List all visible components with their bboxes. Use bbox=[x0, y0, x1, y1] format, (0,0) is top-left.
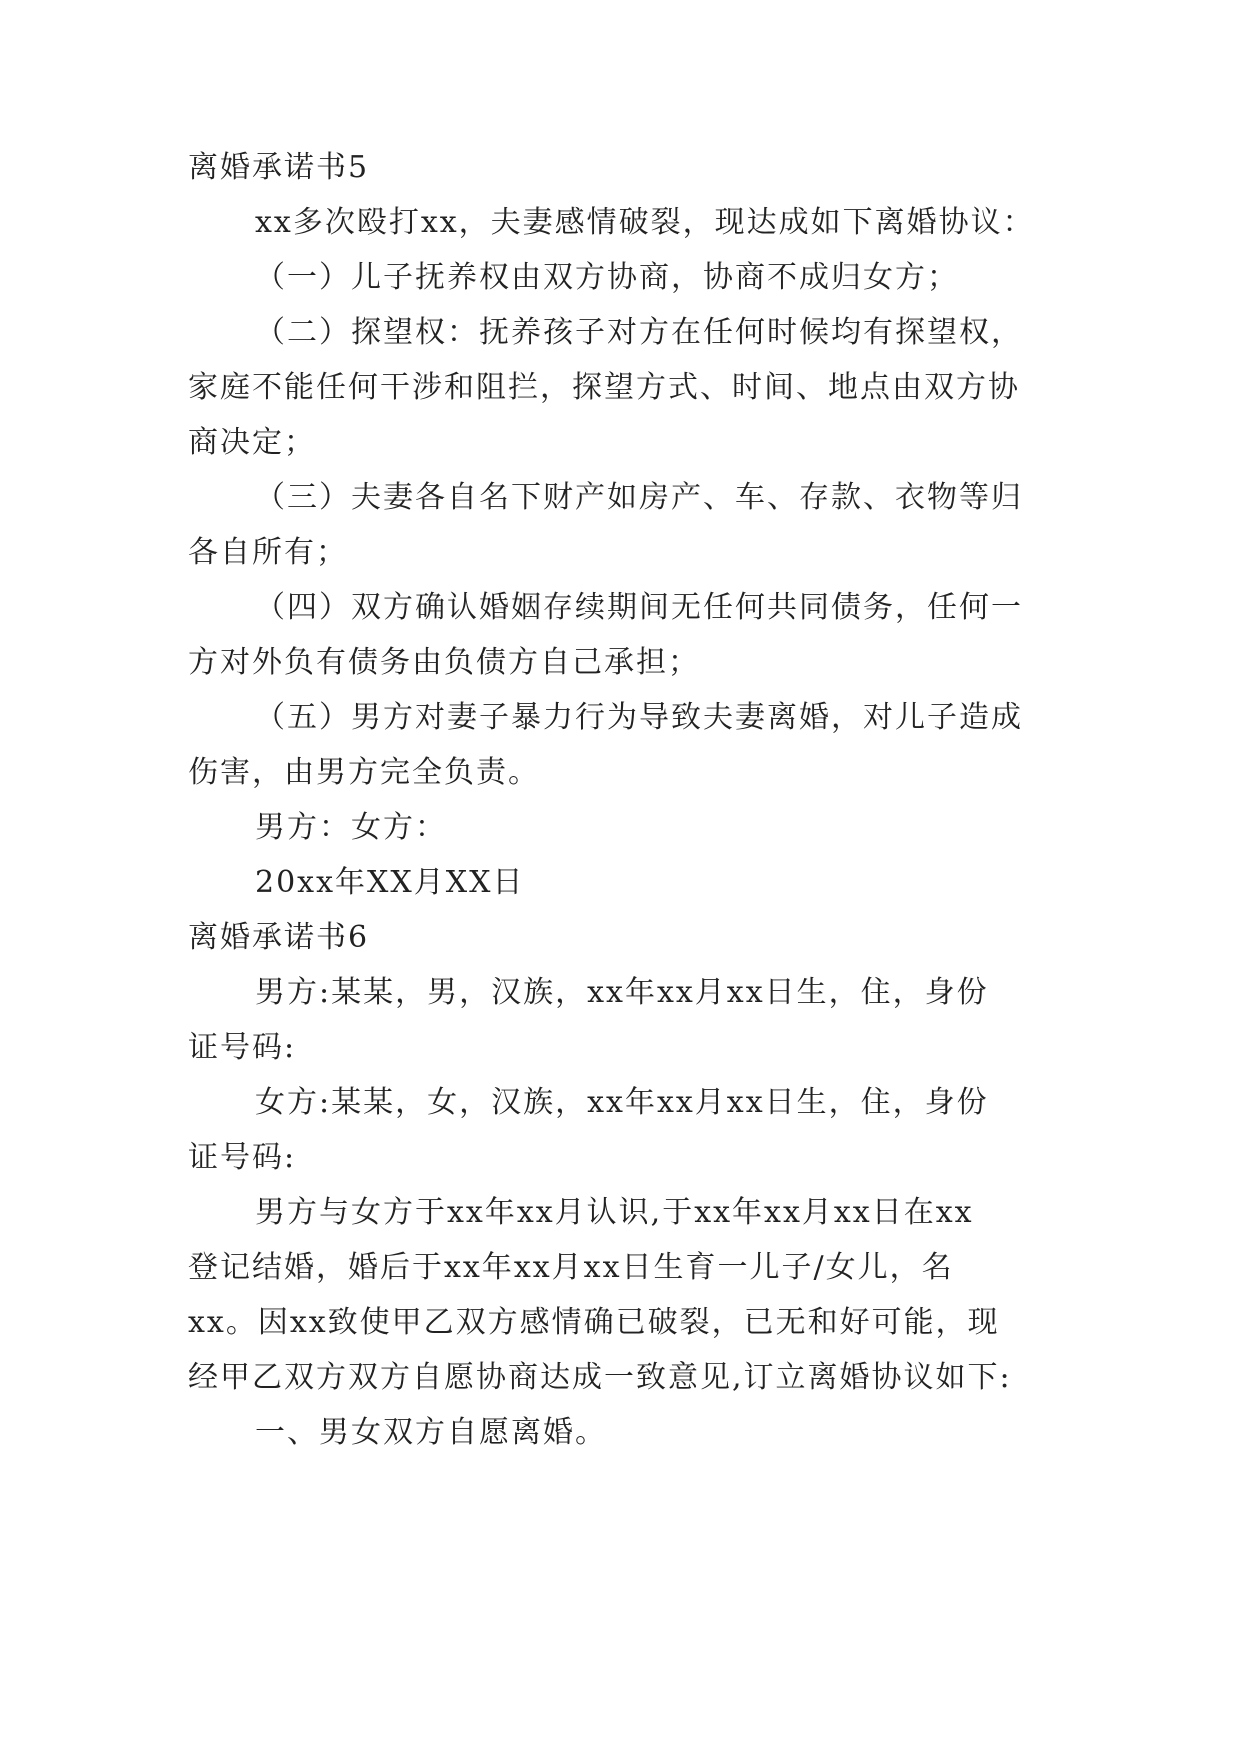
paragraph-line: （五）男方对妻子暴力行为导致夫妻离婚，对儿子造成 bbox=[255, 700, 1023, 735]
paragraph-line: （三）夫妻各自名下财产如房产、车、存款、衣物等归 bbox=[255, 480, 1023, 515]
paragraph-line: xx。因xx致使甲乙双方感情确已破裂，已无和好可能，现 bbox=[188, 1305, 1000, 1340]
paragraph-line: 各自所有； bbox=[188, 535, 348, 570]
paragraph-line: 登记结婚，婚后于xx年xx月xx日生育一儿子/女儿，名 bbox=[188, 1250, 954, 1285]
paragraph-line: 证号码: bbox=[188, 1030, 297, 1065]
signature-line: 男方：女方： bbox=[255, 810, 447, 845]
paragraph-line: 家庭不能任何干涉和阻拦，探望方式、时间、地点由双方协 bbox=[188, 370, 1020, 405]
section-title: 离婚承诺书5 bbox=[188, 150, 370, 185]
paragraph-line: （四）双方确认婚姻存续期间无任何共同债务，任何一 bbox=[255, 590, 1023, 625]
section-title: 离婚承诺书6 bbox=[188, 920, 370, 955]
paragraph-line: 男方与女方于xx年xx月认识,于xx年xx月xx日在xx bbox=[255, 1195, 974, 1230]
paragraph-line: 伤害，由男方完全负责。 bbox=[188, 755, 540, 790]
date-line: 20xx年XX月XX日 bbox=[255, 865, 525, 900]
paragraph-line: xx多次殴打xx，夫妻感情破裂，现达成如下离婚协议： bbox=[255, 205, 1035, 240]
paragraph-line: 经甲乙双方双方自愿协商达成一致意见,订立离婚协议如下: bbox=[188, 1360, 1012, 1395]
paragraph-line: 商决定； bbox=[188, 425, 316, 460]
paragraph-line: 女方:某某，女，汉族，xx年xx月xx日生，住，身份 bbox=[255, 1085, 989, 1120]
paragraph-line: 证号码: bbox=[188, 1140, 297, 1175]
paragraph-line: 方对外负有债务由负债方自己承担； bbox=[188, 645, 700, 680]
paragraph-line: 男方:某某，男，汉族，xx年xx月xx日生，住，身份 bbox=[255, 975, 989, 1010]
paragraph-line: （一）儿子抚养权由双方协商，协商不成归女方； bbox=[255, 260, 959, 295]
paragraph-line: （二）探望权：抚养孩子对方在任何时候均有探望权， bbox=[255, 315, 1023, 350]
paragraph-line: 一、男女双方自愿离婚。 bbox=[255, 1415, 607, 1450]
